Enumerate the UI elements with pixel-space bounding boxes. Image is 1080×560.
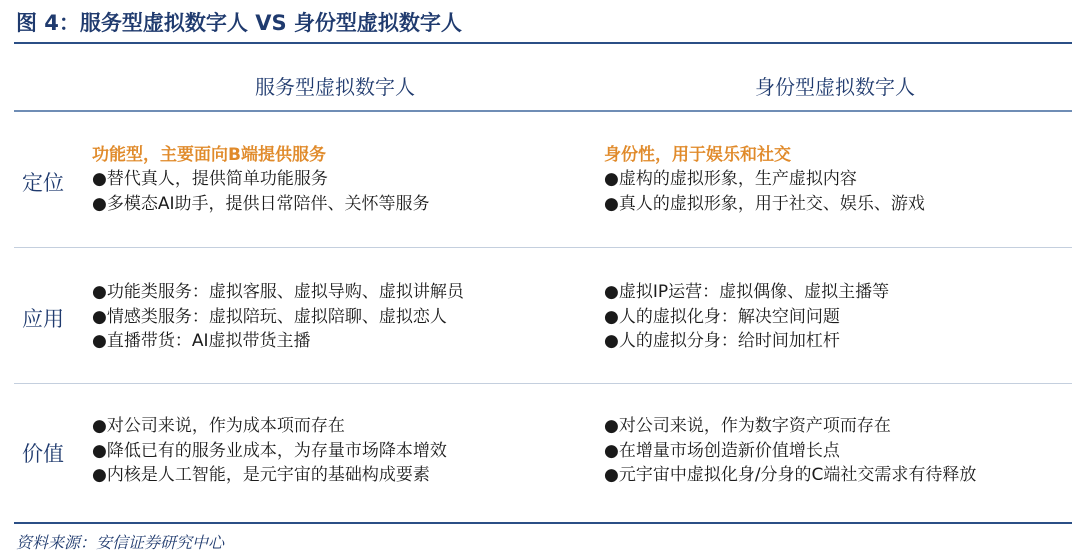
row-divider — [14, 247, 1072, 248]
list-item: ●真人的虚拟形象，用于社交、娱乐、游戏 — [604, 193, 925, 214]
list-item: ●内核是人工智能，是元宇宙的基础构成要素 — [92, 465, 430, 485]
row-label-value: 价值 — [22, 442, 64, 466]
cell-value-service — [92, 414, 447, 488]
list-item: ●人的虚拟分身：给时间加杠杆 — [604, 331, 840, 351]
list-item: ●虚拟IP运营：虚拟偶像、虚拟主播等 — [604, 282, 890, 302]
row-label-application: 应用 — [22, 307, 64, 331]
cell-positioning-service — [92, 143, 429, 216]
list-item: ●功能类服务：虚拟客服、虚拟导购、虚拟讲解员 — [92, 282, 464, 302]
cell-application-identity — [604, 280, 889, 354]
title-divider — [14, 42, 1072, 44]
source-divider — [14, 522, 1072, 524]
column-header-service: 服务型虚拟数字人 — [255, 75, 415, 99]
cell-application-service — [92, 280, 464, 354]
list-item: ●降低已有的服务业成本，为存量市场降本增效 — [92, 440, 447, 461]
positioning-service-highlight: 功能型，主要面向B端提供服务 — [92, 145, 326, 165]
source-note: 资料来源：安信证券研究中心 — [16, 533, 225, 552]
list-item: ●多模态AI助手，提供日常陪伴、关怀等服务 — [92, 193, 430, 214]
list-item: ●对公司来说，作为成本项而存在 — [92, 416, 345, 436]
list-item: ●对公司来说，作为数字资产项而存在 — [604, 416, 891, 436]
list-item: ●人的虚拟化身：解决空间问题 — [604, 306, 840, 327]
positioning-identity-highlight: 身份性，用于娱乐和社交 — [604, 145, 791, 165]
row-divider — [14, 383, 1072, 384]
list-item: ●元宇宙中虚拟化身/分身的C端社交需求有待释放 — [604, 465, 977, 485]
column-header-identity: 身份型虚拟数字人 — [755, 75, 915, 99]
row-label-positioning: 定位 — [22, 171, 64, 195]
list-item: ●在增量市场创造新价值增长点 — [604, 440, 840, 461]
figure-title: 图 4：服务型虚拟数字人 VS 身份型虚拟数字人 — [16, 11, 462, 35]
list-item: ●虚构的虚拟形象，生产虚拟内容 — [604, 169, 857, 189]
list-item: ●情感类服务：虚拟陪玩、虚拟陪聊、虚拟恋人 — [92, 306, 447, 327]
header-divider — [14, 110, 1072, 112]
list-item: ●直播带货：AI虚拟带货主播 — [92, 331, 311, 351]
list-item: ●替代真人，提供简单功能服务 — [92, 169, 328, 189]
cell-value-identity — [604, 414, 976, 488]
cell-positioning-identity — [604, 143, 925, 216]
